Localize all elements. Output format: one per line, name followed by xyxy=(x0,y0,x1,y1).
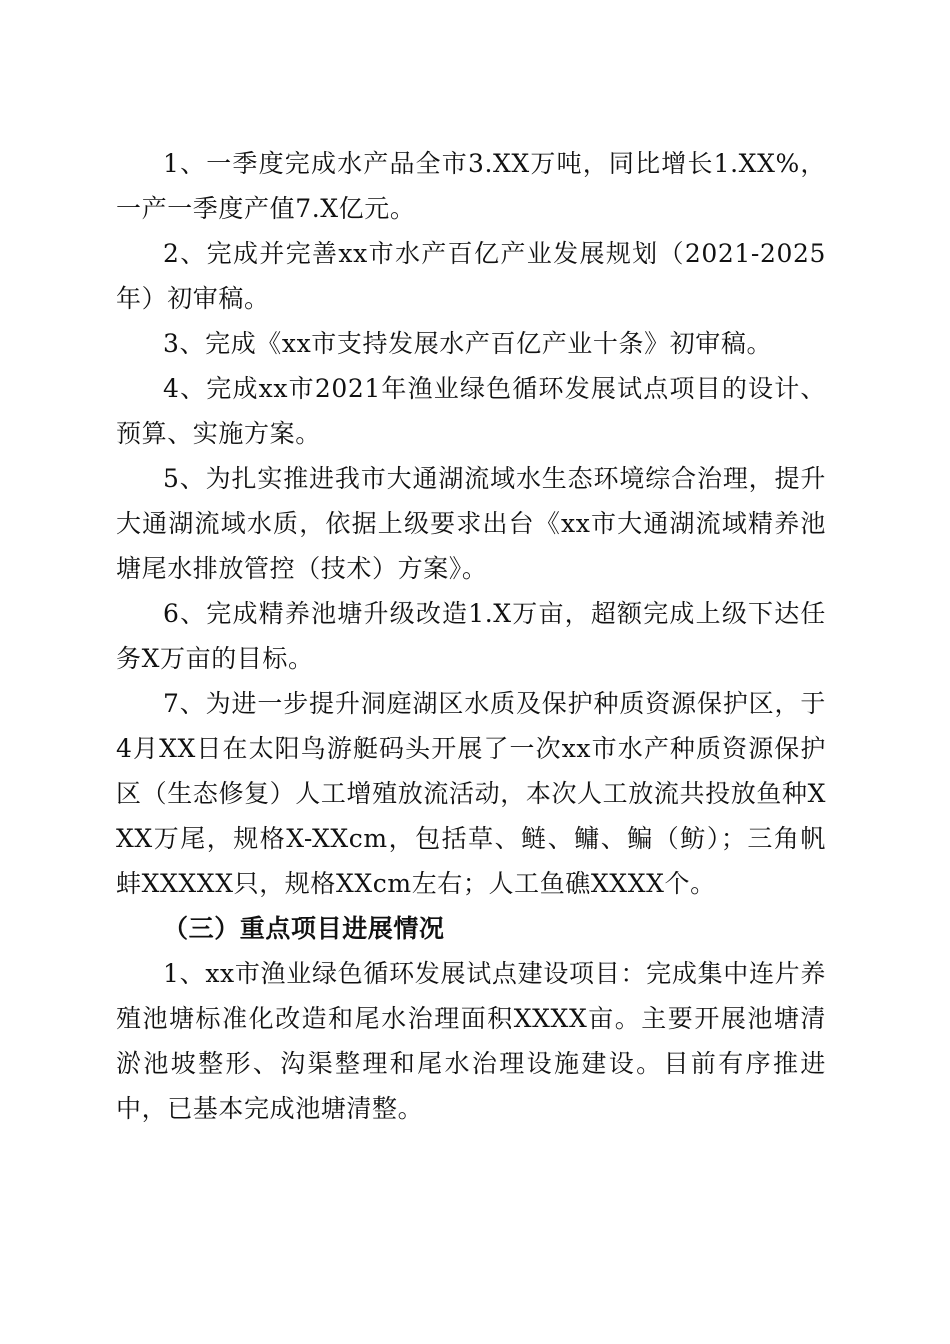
list-item-pond-upgrade: 6、完成精养池塘升级改造1.X万亩，超额完成上级下达任务X万亩的目标。 xyxy=(116,599,826,673)
list-item-pilot-design: 4、完成xx市2021年渔业绿色循环发展试点项目的设计、预算、实施方案。 xyxy=(116,374,826,448)
list-item-tailwater-plan: 5、为扎实推进我市大通湖流域水生态环境综合治理，提升大通湖流域水质，依据上级要求出台《xx市大通湖流域精养池塘尾水排放管控（技术）方案》。 xyxy=(116,464,826,583)
list-item-pilot-construction: 1、xx市渔业绿色循环发展试点建设项目：完成集中连片养殖池塘标准化改造和尾水治理面积XXXX亩。主要开展池塘清淤池坡整形、沟渠整理和尾水治理设施建设。目前有序推进中，已基本完成池塘清整。 xyxy=(116,959,826,1123)
section-heading: （三）重点项目进展情况 xyxy=(163,914,445,943)
document-body xyxy=(116,141,826,1131)
list-item-ten-measures: 3、完成《xx市支持发展水产百亿产业十条》初审稿。 xyxy=(163,329,773,358)
list-item-development-plan: 2、完成并完善xx市水产百亿产业发展规划（2021-2025年）初审稿。 xyxy=(116,239,826,313)
list-item-fish-release: 7、为进一步提升洞庭湖区水质及保护种质资源保护区，于4月XX日在太阳鸟游艇码头开展了一次xx市水产种质资源保护区（生态修复）人工增殖放流活动，本次人工放流共投放鱼种XXX万尾，规格X-XXcm，包括草、鲢、鳙、鳊（鲂）；三角帆蚌XXXXX只，规格XXcm左右；人工鱼礁XXXX个。 xyxy=(116,689,826,898)
list-item-production: 1、一季度完成水产品全市3.XX万吨，同比增长1.XX%，一产一季度产值7.X亿元。 xyxy=(116,149,826,223)
